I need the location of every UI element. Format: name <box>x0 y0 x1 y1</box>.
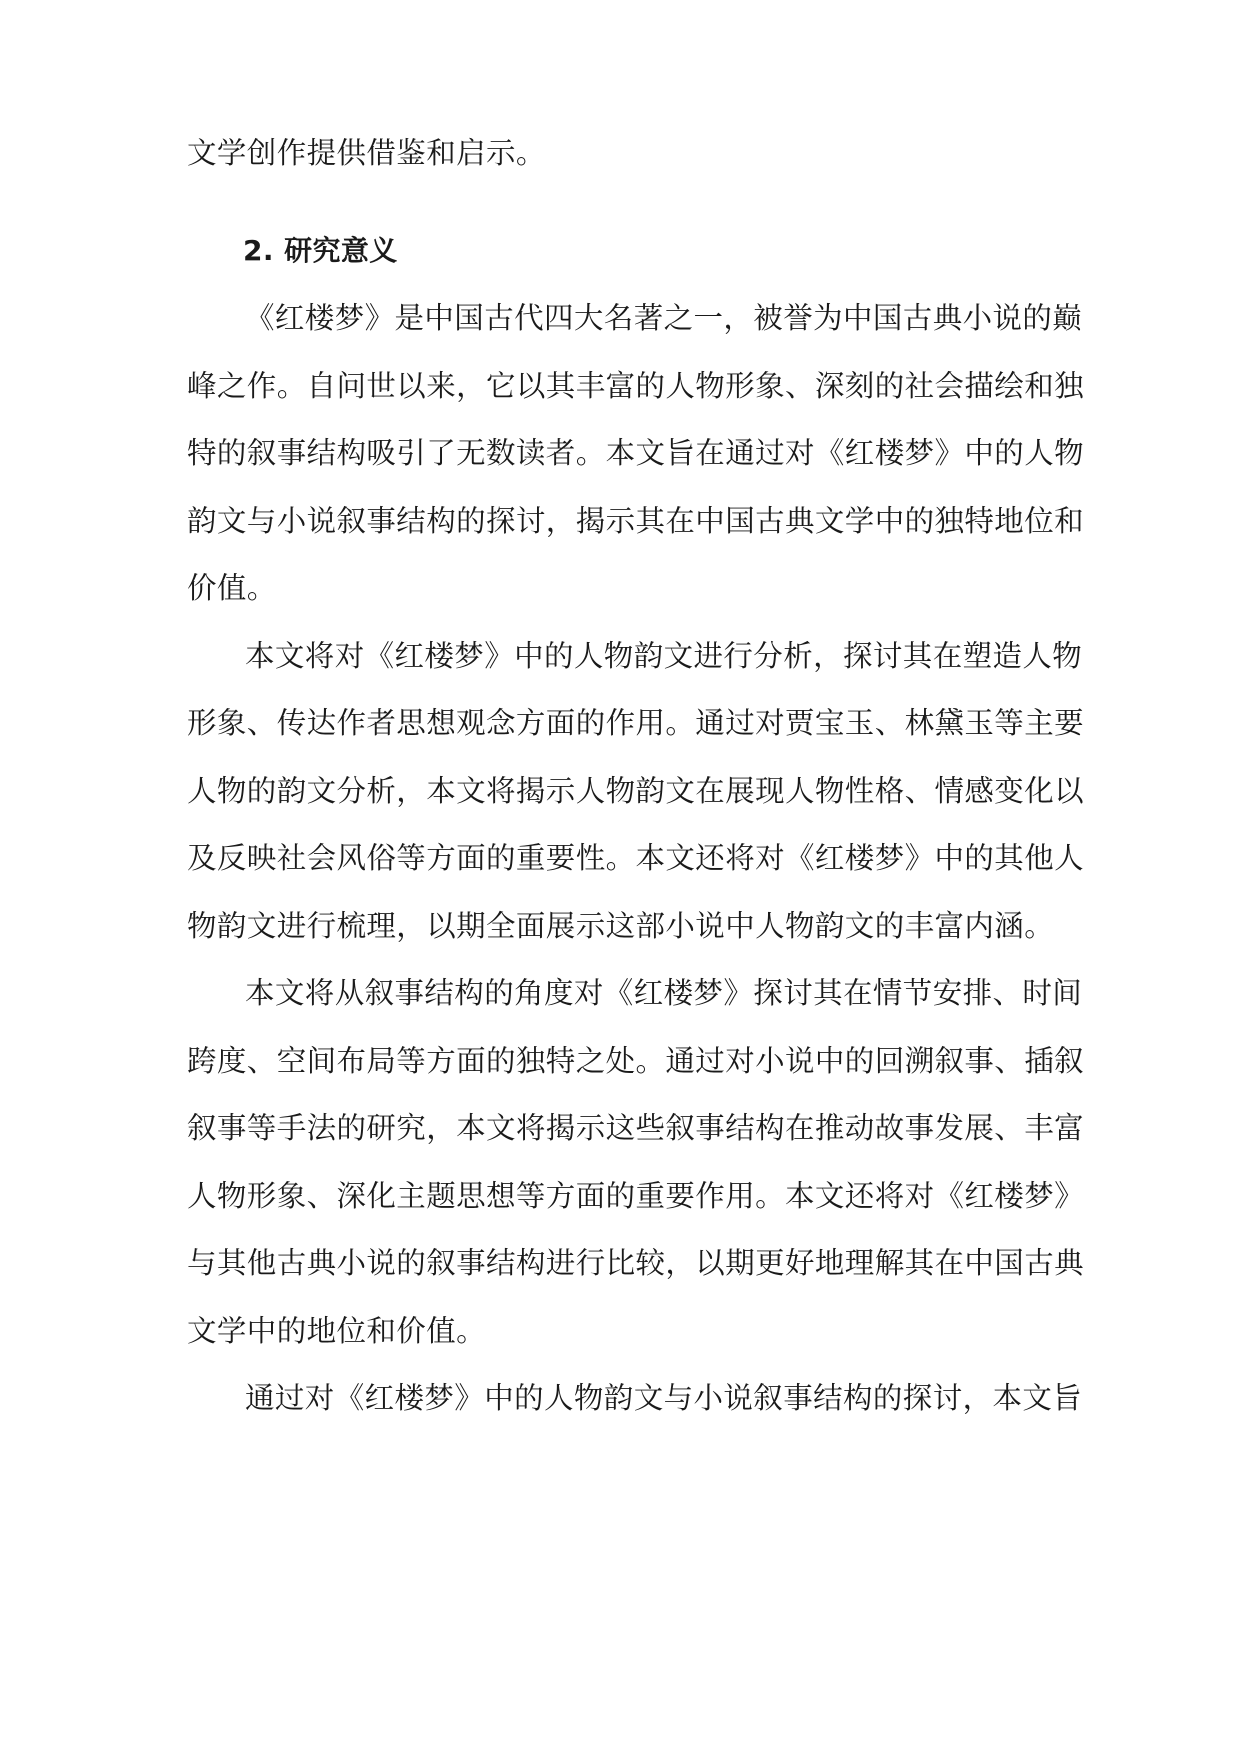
paragraph-line: 本文将对《红楼梦》中的人物韵文进行分析，探讨其在塑造人物 <box>245 639 1083 673</box>
paragraph-line: 价值。 <box>187 571 277 605</box>
paragraph-line: 形象、传达作者思想观念方面的作用。通过对贾宝玉、林黛玉等主要 <box>187 706 1085 740</box>
paragraph-line: 特的叙事结构吸引了无数读者。本文旨在通过对《红楼梦》中的人物 <box>187 436 1085 470</box>
paragraph-line: 跨度、空间布局等方面的独特之处。通过对小说中的回溯叙事、插叙 <box>187 1044 1085 1078</box>
paragraph-line: 人物的韵文分析，本文将揭示人物韵文在展现人物性格、情感变化以 <box>187 774 1085 808</box>
paragraph-line: 峰之作。自问世以来，它以其丰富的人物形象、深刻的社会描绘和独 <box>187 369 1085 403</box>
paragraph-line: 韵文与小说叙事结构的探讨，揭示其在中国古典文学中的独特地位和 <box>187 504 1085 538</box>
paragraph-line: 叙事等手法的研究，本文将揭示这些叙事结构在推动故事发展、丰富 <box>187 1111 1085 1145</box>
paragraph-line: 通过对《红楼梦》中的人物韵文与小说叙事结构的探讨，本文旨 <box>245 1381 1083 1415</box>
paragraph-line: 及反映社会风俗等方面的重要性。本文还将对《红楼梦》中的其他人 <box>187 841 1085 875</box>
paragraph-line: 文学中的地位和价值。 <box>187 1314 487 1348</box>
paragraph-line: 文学创作提供借鉴和启示。 <box>187 136 546 170</box>
paragraph-line: 《红楼梦》是中国古代四大名著之一，被誉为中国古典小说的巅 <box>245 301 1083 335</box>
paragraph-line: 人物形象、深化主题思想等方面的重要作用。本文还将对《红楼梦》 <box>187 1179 1085 1213</box>
paragraph-line: 本文将从叙事结构的角度对《红楼梦》探讨其在情节安排、时间 <box>245 976 1083 1010</box>
paragraph-line: 与其他古典小说的叙事结构进行比较，以期更好地理解其在中国古典 <box>187 1246 1085 1280</box>
paragraph-line: 物韵文进行梳理，以期全面展示这部小说中人物韵文的丰富内涵。 <box>187 909 1055 943</box>
section-heading: 2. 研究意义 <box>243 234 398 267</box>
